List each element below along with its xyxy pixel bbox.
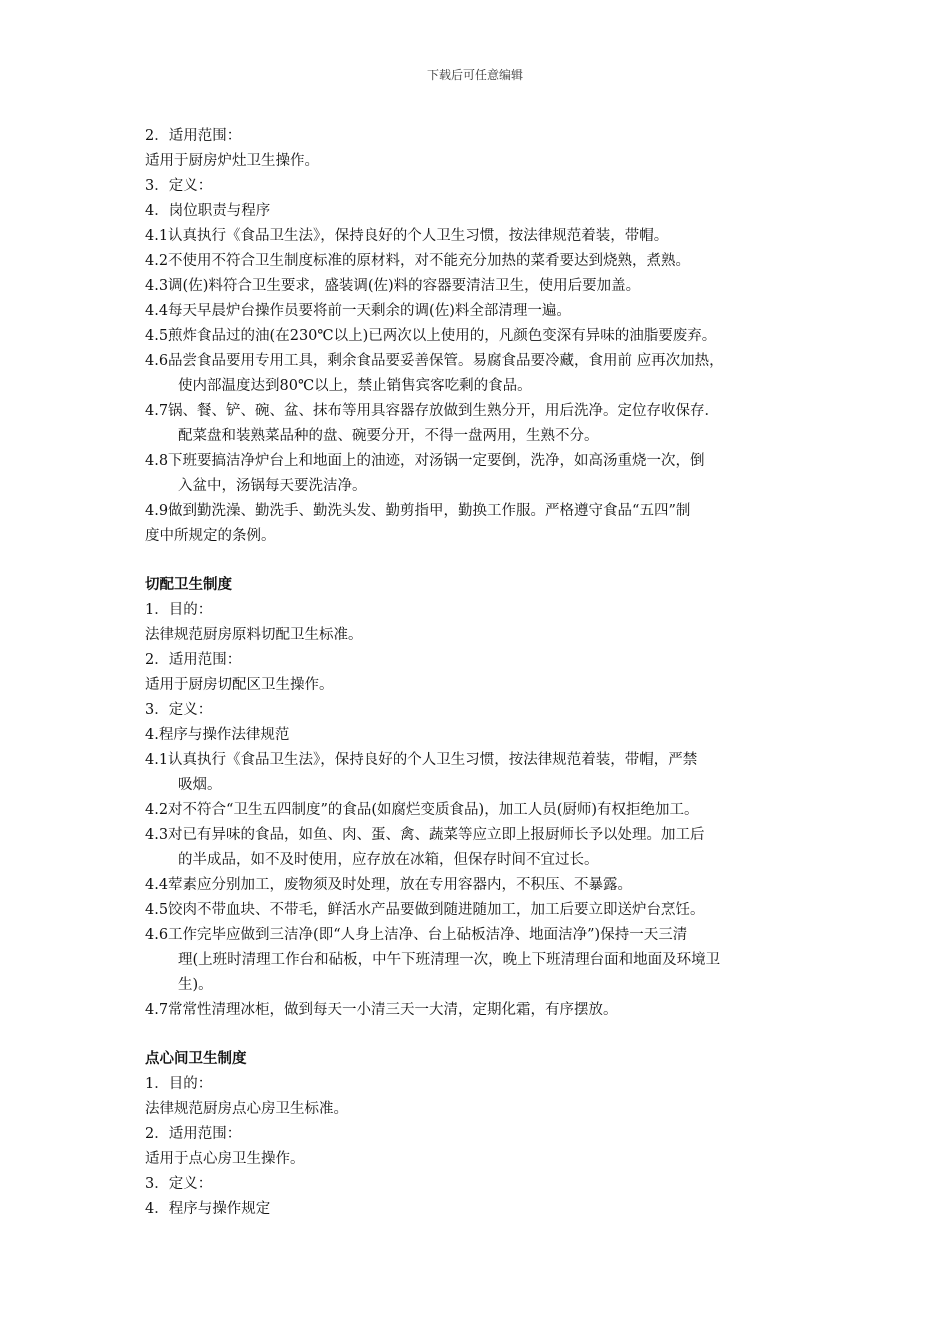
text-line: 3．定义： <box>145 702 213 718</box>
section-spacer <box>145 1023 825 1047</box>
section-title: 切配卫生制度 <box>145 577 232 593</box>
text-line: 3．定义： <box>145 178 213 194</box>
text-line: 4.4荤素应分别加工，废物须及时处理，放在专用容器内，不积压、不暴露。 <box>145 877 633 893</box>
document-body <box>145 124 825 1222</box>
text-line: 吸烟。 <box>178 777 222 793</box>
text-line: 度中所规定的条例。 <box>145 528 276 544</box>
text-line: 4.1认真执行《食品卫生法》，保持良好的个人卫生习惯，按法律规范着装，带帽。 <box>145 228 669 244</box>
text-line: 4.9做到勤洗澡、勤洗手、勤洗头发、勤剪指甲，勤换工作服。严格遵守食品“五四”制 <box>145 503 691 519</box>
text-line: 4.程序与操作法律规范 <box>145 727 290 743</box>
text-line: 适用于厨房切配区卫生操作。 <box>145 677 334 693</box>
text-line: 理(上班时清理工作台和砧板，中午下班清理一次，晚上下班清理台面和地面及环境卫 <box>178 952 721 968</box>
text-line: 法律规范厨房点心房卫生标准。 <box>145 1101 348 1117</box>
text-line: 的半成品，如不及时使用，应存放在冰箱，但保存时间不宜过长。 <box>178 852 599 868</box>
text-line: 4.2不使用不符合卫生制度标准的原材料，对不能充分加热的菜肴要达到烧熟，煮熟。 <box>145 253 691 269</box>
text-line: 1．目的： <box>145 602 213 618</box>
section-pastry-hygiene <box>145 1047 825 1222</box>
text-line: 生)。 <box>178 977 213 993</box>
text-line: 1．目的： <box>145 1076 213 1092</box>
text-line: 使内部温度达到80℃以上，禁止销售宾客吃剩的食品。 <box>178 378 532 394</box>
text-line: 4.6工作完毕应做到三洁净(即“人身上洁净、台上砧板洁净、地面洁净”)保持一天三清 <box>145 927 688 943</box>
section-spacer <box>145 549 825 573</box>
text-line: 4.8下班要搞洁净炉台上和地面上的油迹，对汤锅一定要倒，洗净，如高汤重烧一次，倒 <box>145 453 705 469</box>
text-line: 4.3调(佐)料符合卫生要求，盛装调(佐)料的容器要清洁卫生，使用后要加盖。 <box>145 278 641 294</box>
text-line: 4.7常常性清理冰柜，做到每天一小清三天一大清，定期化霜，有序摆放。 <box>145 1002 618 1018</box>
text-line: 3．定义： <box>145 1176 213 1192</box>
text-line: 4．程序与操作规定 <box>145 1201 271 1217</box>
text-line: 配菜盘和装熟菜品种的盘、碗要分开，不得一盘两用，生熟不分。 <box>178 428 599 444</box>
text-line: 4.5煎炸食品过的油(在230℃以上)已两次以上使用的，凡颜色变深有异味的油脂要废弃。 <box>145 328 717 344</box>
text-line: 适用于点心房卫生操作。 <box>145 1151 305 1167</box>
text-line: 2．适用范围： <box>145 1126 242 1142</box>
page-header: 下载后可任意编辑 <box>426 68 523 82</box>
text-line: 4.4每天早晨炉台操作员要将前一天剩余的调(佐)料全部清理一遍。 <box>145 303 571 319</box>
text-line: 4.1认真执行《食品卫生法》，保持良好的个人卫生习惯，按法律规范着装，带帽，严禁 <box>145 752 698 768</box>
text-line: 4.5饺肉不带血块、不带毛，鲜活水产品要做到随进随加工，加工后要立即送炉台烹饪。 <box>145 902 705 918</box>
text-line: 4.7锅、餐、铲、碗、盆、抹布等用具容器存放做到生熟分开，用后洗净。定位存收保存． <box>145 403 720 419</box>
text-line: 法律规范厨房原料切配卫生标准。 <box>145 627 363 643</box>
text-line: 2．适用范围： <box>145 652 242 668</box>
text-line: 入盆中，汤锅每天要洗洁净。 <box>178 478 367 494</box>
section-cutting-hygiene <box>145 573 825 1023</box>
section-stove-hygiene <box>145 124 825 549</box>
text-line: 2．适用范围： <box>145 128 242 144</box>
text-line: 4.6品尝食品要用专用工具，剩余食品要妥善保管。易腐食品要冷藏，食用前 应再次加热， <box>145 353 724 369</box>
text-line: 4．岗位职责与程序 <box>145 203 271 219</box>
section-title: 点心间卫生制度 <box>145 1051 247 1067</box>
text-line: 适用于厨房炉灶卫生操作。 <box>145 153 319 169</box>
text-line: 4.3对已有异味的食品，如鱼、肉、蛋、禽、蔬菜等应立即上报厨师长予以处理。加工后 <box>145 827 705 843</box>
text-line: 4.2对不符合“卫生五四制度”的食品(如腐烂变质食品)，加工人员(厨师)有权拒绝加工。 <box>145 802 699 818</box>
